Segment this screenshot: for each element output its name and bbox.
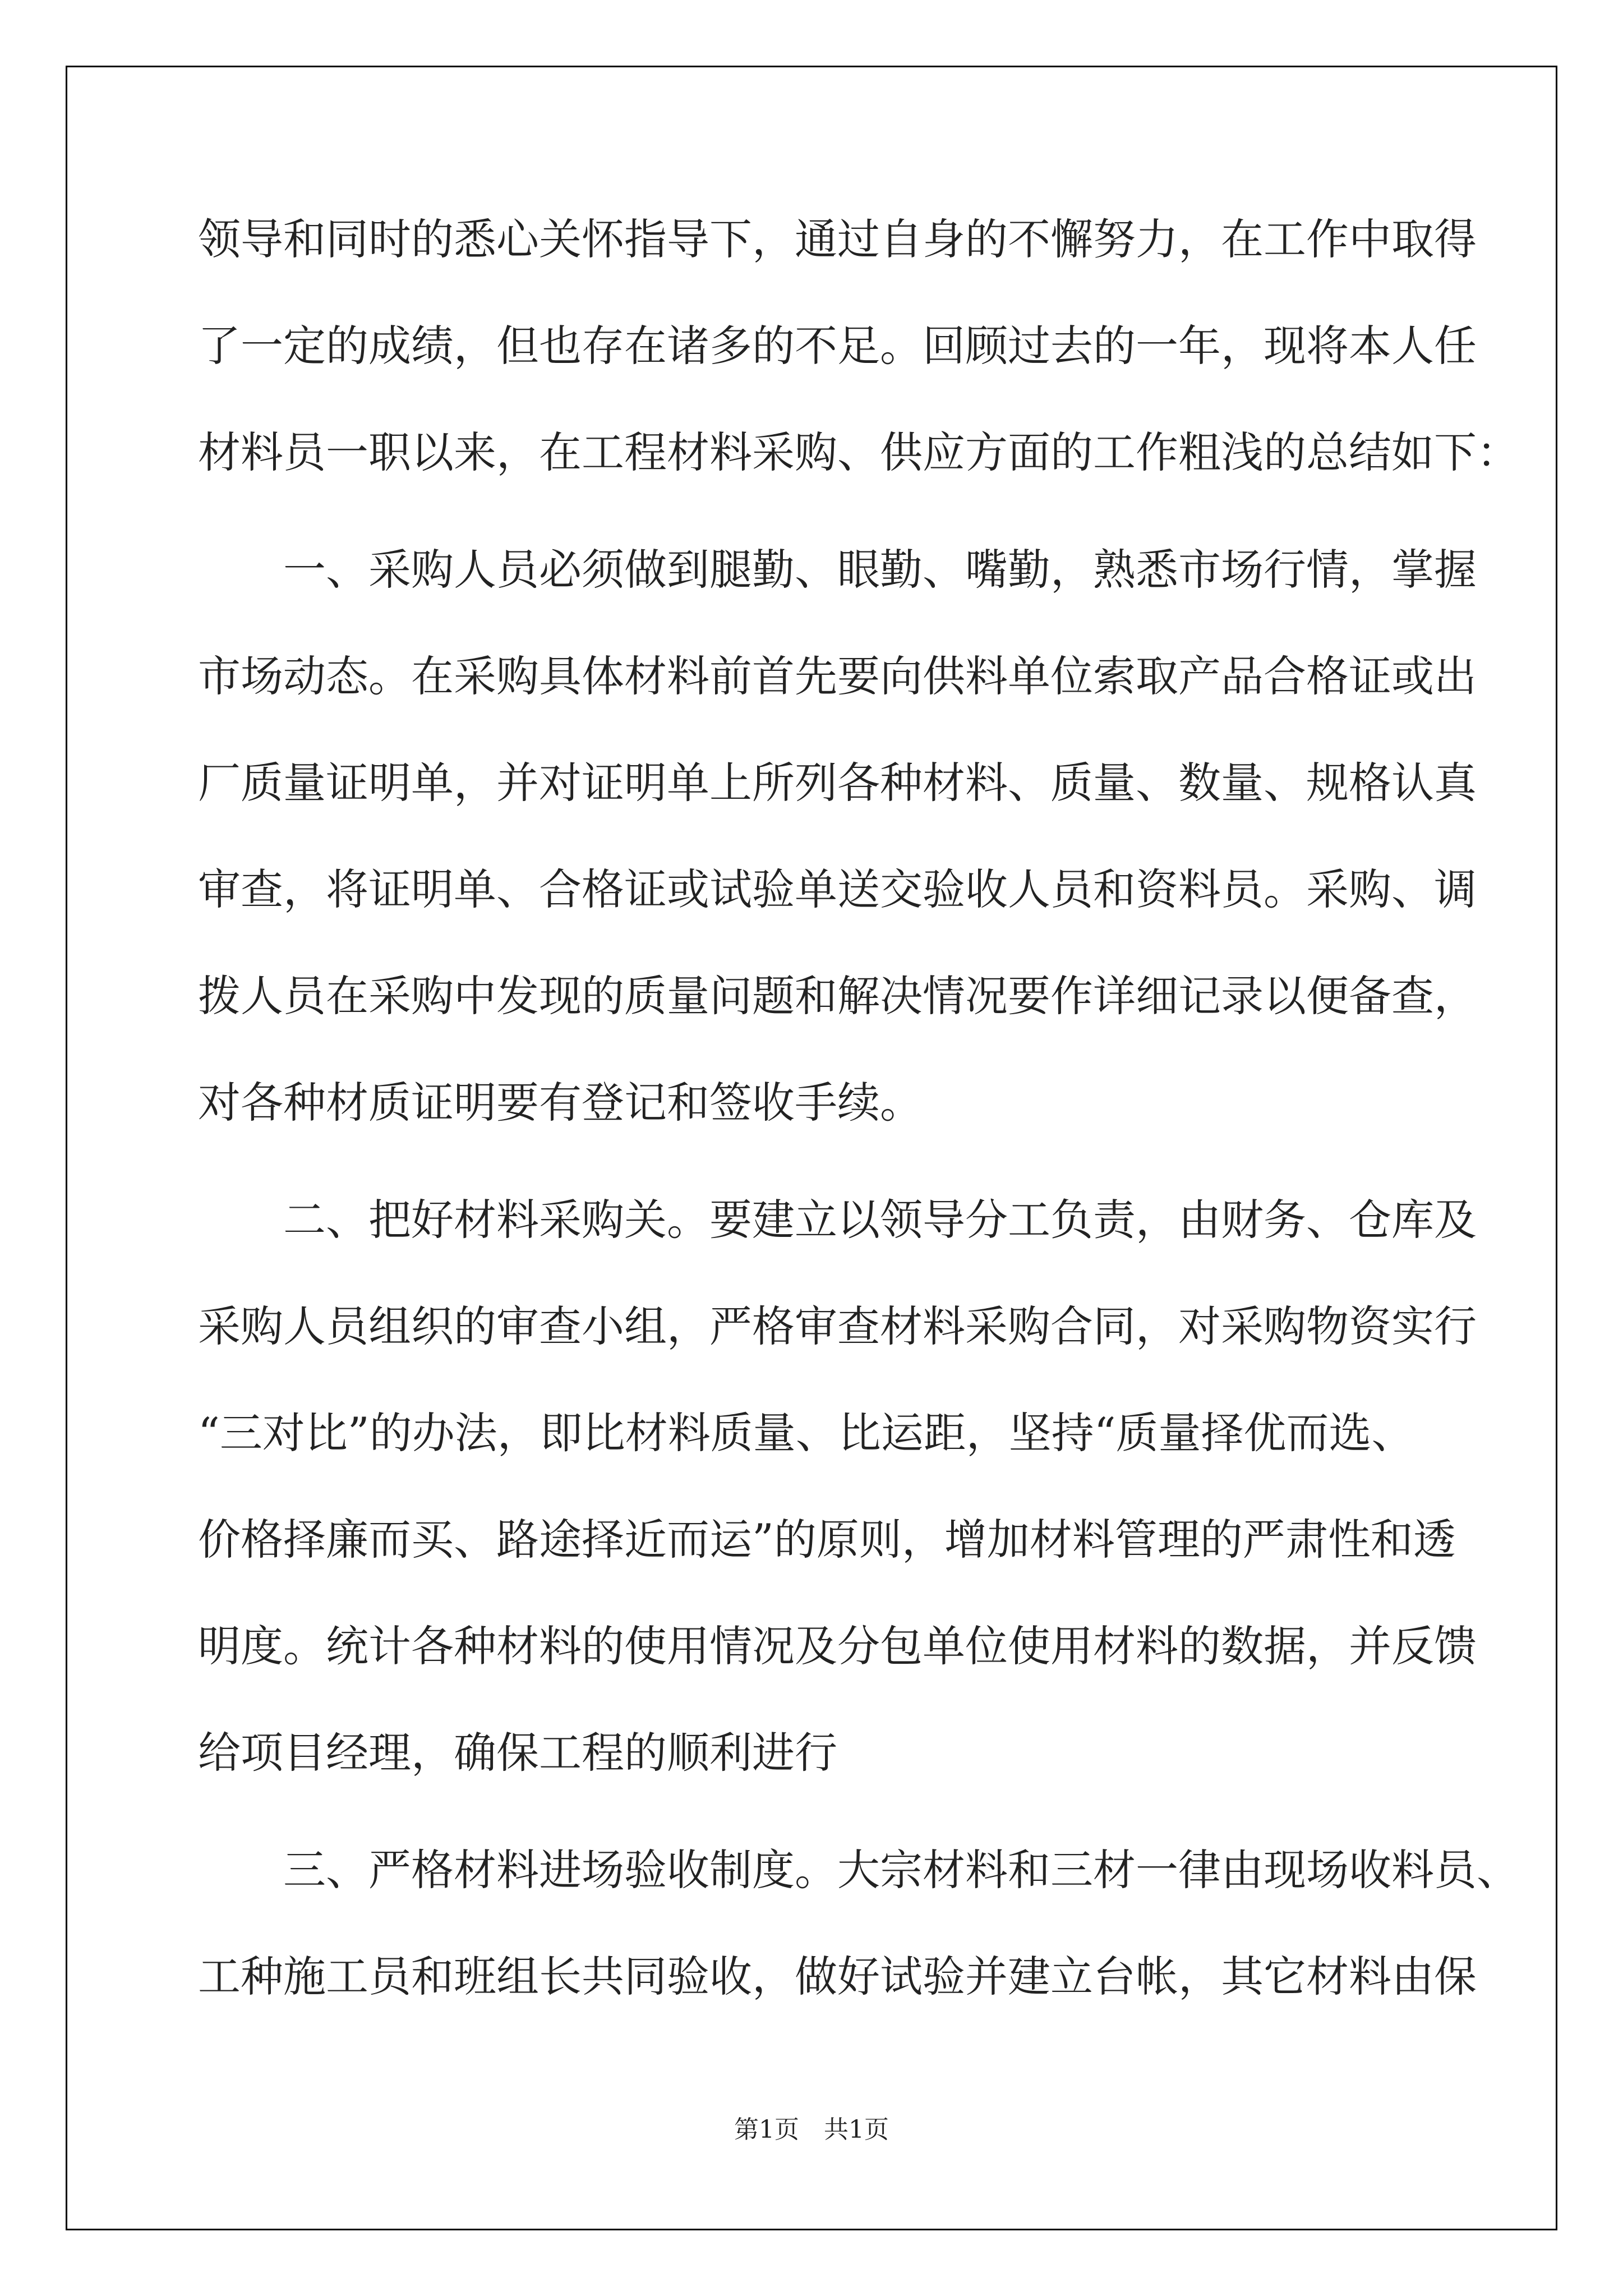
text-line: 拨人员在采购中发现的质量问题和解决情况要作详细记录以便备查，	[198, 971, 1477, 1021]
text-line: 一、采购人员必须做到腿勤、眼勤、嘴勤，熟悉市场行情，掌握	[283, 545, 1477, 595]
document-body	[198, 214, 1519, 2001]
text-line: 了一定的成绩，但也存在诸多的不足。回顾过去的一年，现将本人任	[198, 321, 1477, 371]
text-line: “三对比”的办法，即比材料质量、比运距，坚持“质量择优而选、	[198, 1408, 1414, 1458]
text-line: 三、严格材料进场验收制度。大宗材料和三材一律由现场收料员、	[283, 1845, 1519, 1895]
text-line: 价格择廉而买、路途择近而运”的原则，增加材料管理的严肃性和透	[198, 1515, 1456, 1565]
text-line: 工种施工员和班组长共同验收，做好试验并建立台帐，其它材料由保	[198, 1952, 1477, 2001]
text-line: 明度。统计各种材料的使用情况及分包单位使用材料的数据，并反馈	[198, 1621, 1477, 1671]
text-line: 审查，将证明单、合格证或试验单送交验收人员和资料员。采购、调	[198, 864, 1477, 914]
text-line: 厂质量证明单，并对证明单上所列各种材料、质量、数量、规格认真	[198, 758, 1477, 808]
text-line: 市场动态。在采购具体材料前首先要向供料单位索取产品合格证或出	[198, 651, 1477, 701]
page-number-footer: 第1页 共1页	[734, 2115, 889, 2144]
text-line: 给项目经理，确保工程的顺利进行	[198, 1728, 837, 1778]
text-line: 领导和同时的悉心关怀指导下，通过自身的不懈努力，在工作中取得	[198, 214, 1477, 264]
text-line: 二、把好材料采购关。要建立以领导分工负责，由财务、仓库及	[283, 1195, 1477, 1245]
text-line: 对各种材质证明要有登记和签收手续。	[198, 1078, 923, 1128]
text-line: 材料员一职以来，在工程材料采购、供应方面的工作粗浅的总结如下：	[198, 427, 1519, 477]
text-line: 采购人员组织的审查小组，严格审查材料采购合同，对采购物资实行	[198, 1301, 1477, 1351]
